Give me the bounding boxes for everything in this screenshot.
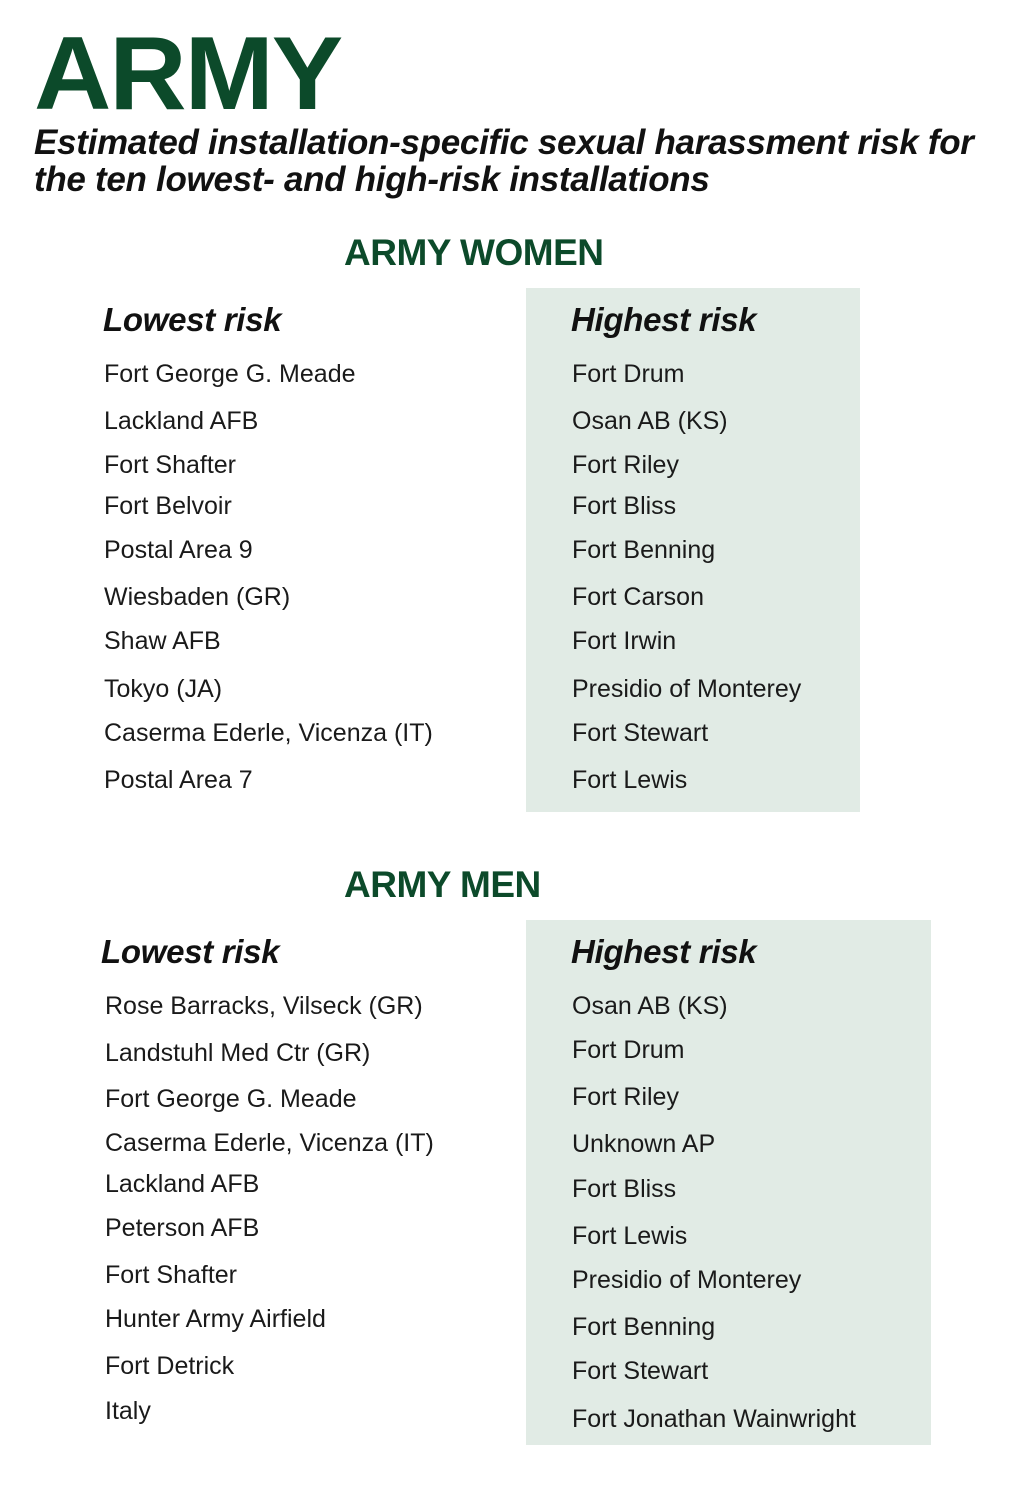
men-lowest-item: Caserma Ederle, Vicenza (IT) [105, 1129, 434, 1157]
women-lowest-item: Fort Belvoir [104, 492, 232, 520]
men-lowest-item: Italy [105, 1397, 151, 1425]
men-highest-item: Presidio of Monterey [572, 1266, 802, 1294]
women-lowest-item: Fort George G. Meade [104, 360, 356, 388]
men-lowest-item: Landstuhl Med Ctr (GR) [105, 1039, 371, 1067]
women-lowest-item: Lackland AFB [104, 407, 259, 435]
men-highest-item: Osan AB (KS) [572, 992, 728, 1020]
men-lowest-item: Rose Barracks, Vilseck (GR) [105, 992, 423, 1020]
women-highest-item: Fort Carson [572, 583, 704, 611]
women-highest-item: Fort Lewis [572, 766, 688, 794]
women-lowest-item: Fort Shafter [104, 451, 236, 479]
women-highest-item: Fort Riley [572, 451, 679, 479]
women-lowest-item: Caserma Ederle, Vicenza (IT) [104, 719, 433, 747]
men-highest-risk-heading: Highest risk [571, 933, 757, 970]
women-highest-item: Presidio of Monterey [572, 675, 802, 703]
women-section-heading: ARMY WOMEN [344, 232, 604, 273]
men-lowest-item: Hunter Army Airfield [105, 1305, 326, 1333]
women-highest-item: Fort Irwin [572, 627, 677, 655]
women-lowest-item: Shaw AFB [104, 627, 221, 655]
women-highest-item: Osan AB (KS) [572, 407, 728, 435]
women-lowest-item: Postal Area 7 [104, 766, 253, 794]
page-subtitle: Estimated installation-specific sexual harassment risk for the ten lowest- and high-risk installations [34, 123, 974, 199]
men-highest-item: Fort Lewis [572, 1222, 688, 1250]
men-highest-item: Fort Bliss [572, 1175, 677, 1203]
men-highest-item: Fort Jonathan Wainwright [572, 1405, 856, 1433]
women-lowest-item: Postal Area 9 [104, 536, 253, 564]
men-highest-item: Fort Benning [572, 1313, 716, 1341]
men-lowest-item: Peterson AFB [105, 1214, 260, 1242]
men-highest-item: Unknown AP [572, 1130, 716, 1158]
women-highest-risk-heading: Highest risk [571, 301, 757, 338]
women-highest-item: Fort Benning [572, 536, 716, 564]
women-lowest-item: Wiesbaden (GR) [104, 583, 291, 611]
page-title: ARMY [34, 16, 342, 132]
men-highest-item: Fort Stewart [572, 1357, 709, 1385]
women-lowest-risk-heading: Lowest risk [103, 301, 282, 338]
men-lowest-item: Fort Detrick [105, 1352, 235, 1380]
women-highest-item: Fort Drum [572, 360, 685, 388]
women-lowest-item: Tokyo (JA) [104, 675, 223, 703]
men-lowest-item: Lackland AFB [105, 1170, 260, 1198]
men-highest-item: Fort Drum [572, 1036, 685, 1064]
men-lowest-item: Fort George G. Meade [105, 1085, 357, 1113]
women-highest-item: Fort Bliss [572, 492, 677, 520]
men-lowest-item: Fort Shafter [105, 1261, 237, 1289]
men-section-heading: ARMY MEN [344, 864, 541, 905]
women-highest-item: Fort Stewart [572, 719, 709, 747]
men-lowest-risk-heading: Lowest risk [101, 933, 280, 970]
men-highest-item: Fort Riley [572, 1083, 679, 1111]
